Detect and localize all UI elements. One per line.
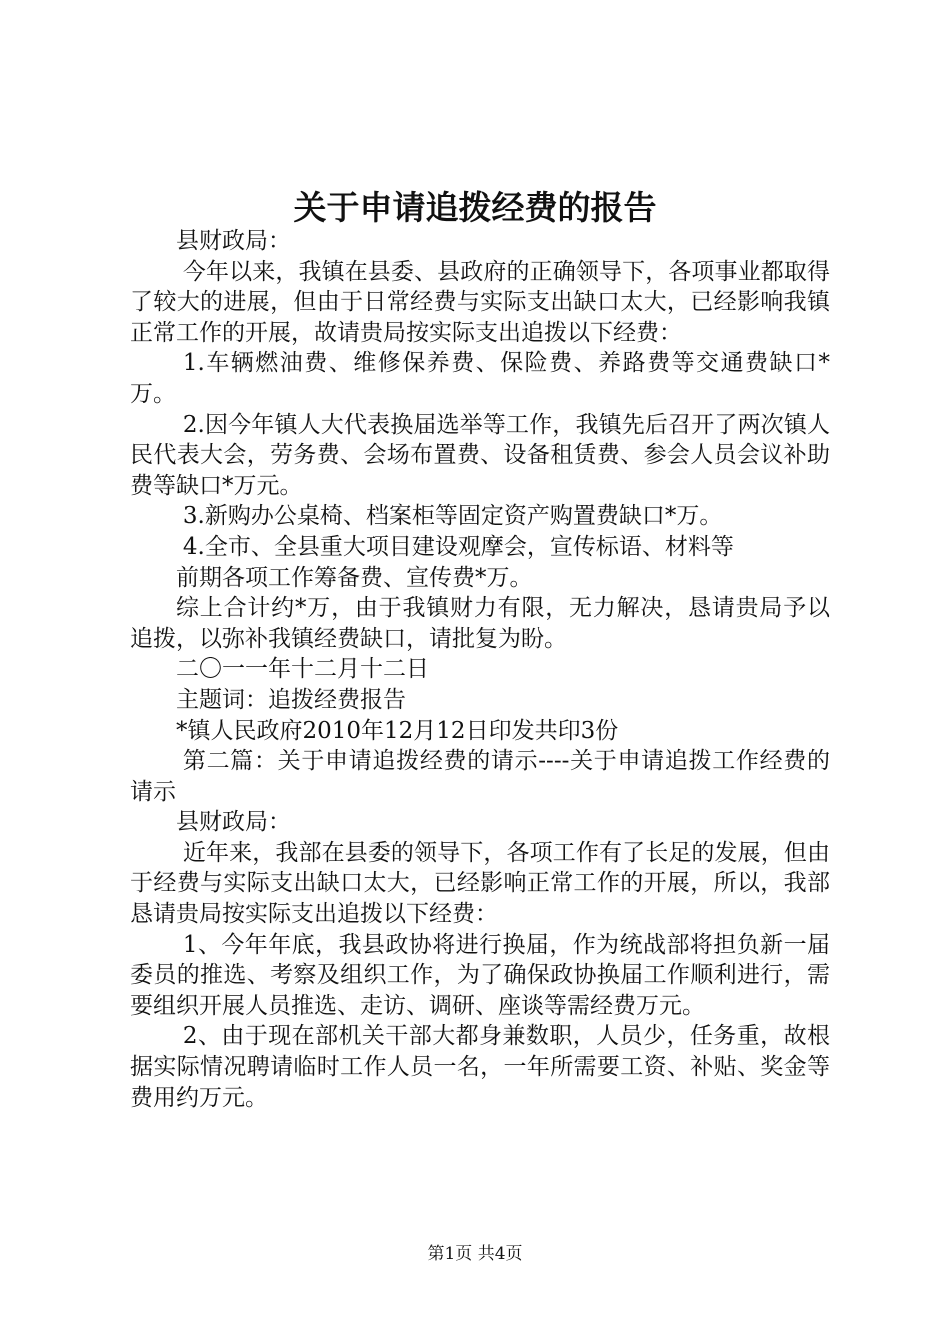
intro-paragraph-2: 近年来，我部在县委的领导下，各项工作有了长足的发展，但由于经费与实际支出缺口太大，已经影响正常工作的开展，所以，我部恳请贵局按实际支出追拨以下经费： — [130, 839, 830, 928]
page-footer: 第1页 共4页 — [427, 1244, 523, 1264]
item-2-2: 2、由于现在部机关干部大都身兼数职，人员少，任务重，故根据实际情况聘请临时工作人员一名，一年所需要工资、补贴、奖金等费用约万元。 — [130, 1023, 830, 1111]
item-3: 3.新购办公桌椅、档案柜等固定资产购置费缺口*万。 — [182, 503, 723, 530]
salutation: 县财政局： — [176, 228, 291, 254]
second-article-heading: 第二篇：关于申请追拨经费的请示----关于申请追拨工作经费的请示 — [130, 748, 830, 805]
intro-paragraph: 今年以来，我镇在县委、县政府的正确领导下，各项事业都取得了较大的进展，但由于日常经费与实际支出缺口太大，已经影响我镇正常工作的开展，故请贵局按实际支出追拨以下经费： — [130, 258, 830, 346]
item-4-continued: 前期各项工作筹备费、宣传费*万。 — [176, 564, 533, 591]
date-line: 二〇一一年十二月十二日 — [176, 656, 429, 683]
item-2: 2.因今年镇人大代表换届选举等工作，我镇先后召开了两次镇人民代表大会，劳务费、会场布置费、设备租赁费、参会人员会议补助费等缺口*万元。 — [130, 411, 830, 499]
summary-paragraph: 综上合计约*万，由于我镇财力有限，无力解决，恳请贵局予以追拨，以弥补我镇经费缺口，请批复为盼。 — [130, 595, 830, 652]
item-2-1: 1、今年年底，我县政协将进行换届，作为统战部将担负新一届委员的推选、考察及组织工作，为了确保政协换届工作顺利进行，需要组织开展人员推选、走访、调研、座谈等需经费万元。 — [130, 931, 830, 1019]
document-title: 关于申请追拨经费的报告 — [293, 188, 657, 227]
issuer-line: *镇人民政府2010年12月12日印发共印3份 — [176, 717, 619, 744]
item-4: 4.全市、全县重大项目建设观摩会，宣传标语、材料等 — [182, 533, 734, 560]
salutation-2: 县财政局： — [176, 809, 291, 836]
item-1: 1.车辆燃油费、维修保养费、保险费、养路费等交通费缺口*万。 — [130, 350, 830, 407]
subject-line: 主题词：追拨经费报告 — [176, 686, 406, 713]
document-body — [130, 226, 830, 1113]
